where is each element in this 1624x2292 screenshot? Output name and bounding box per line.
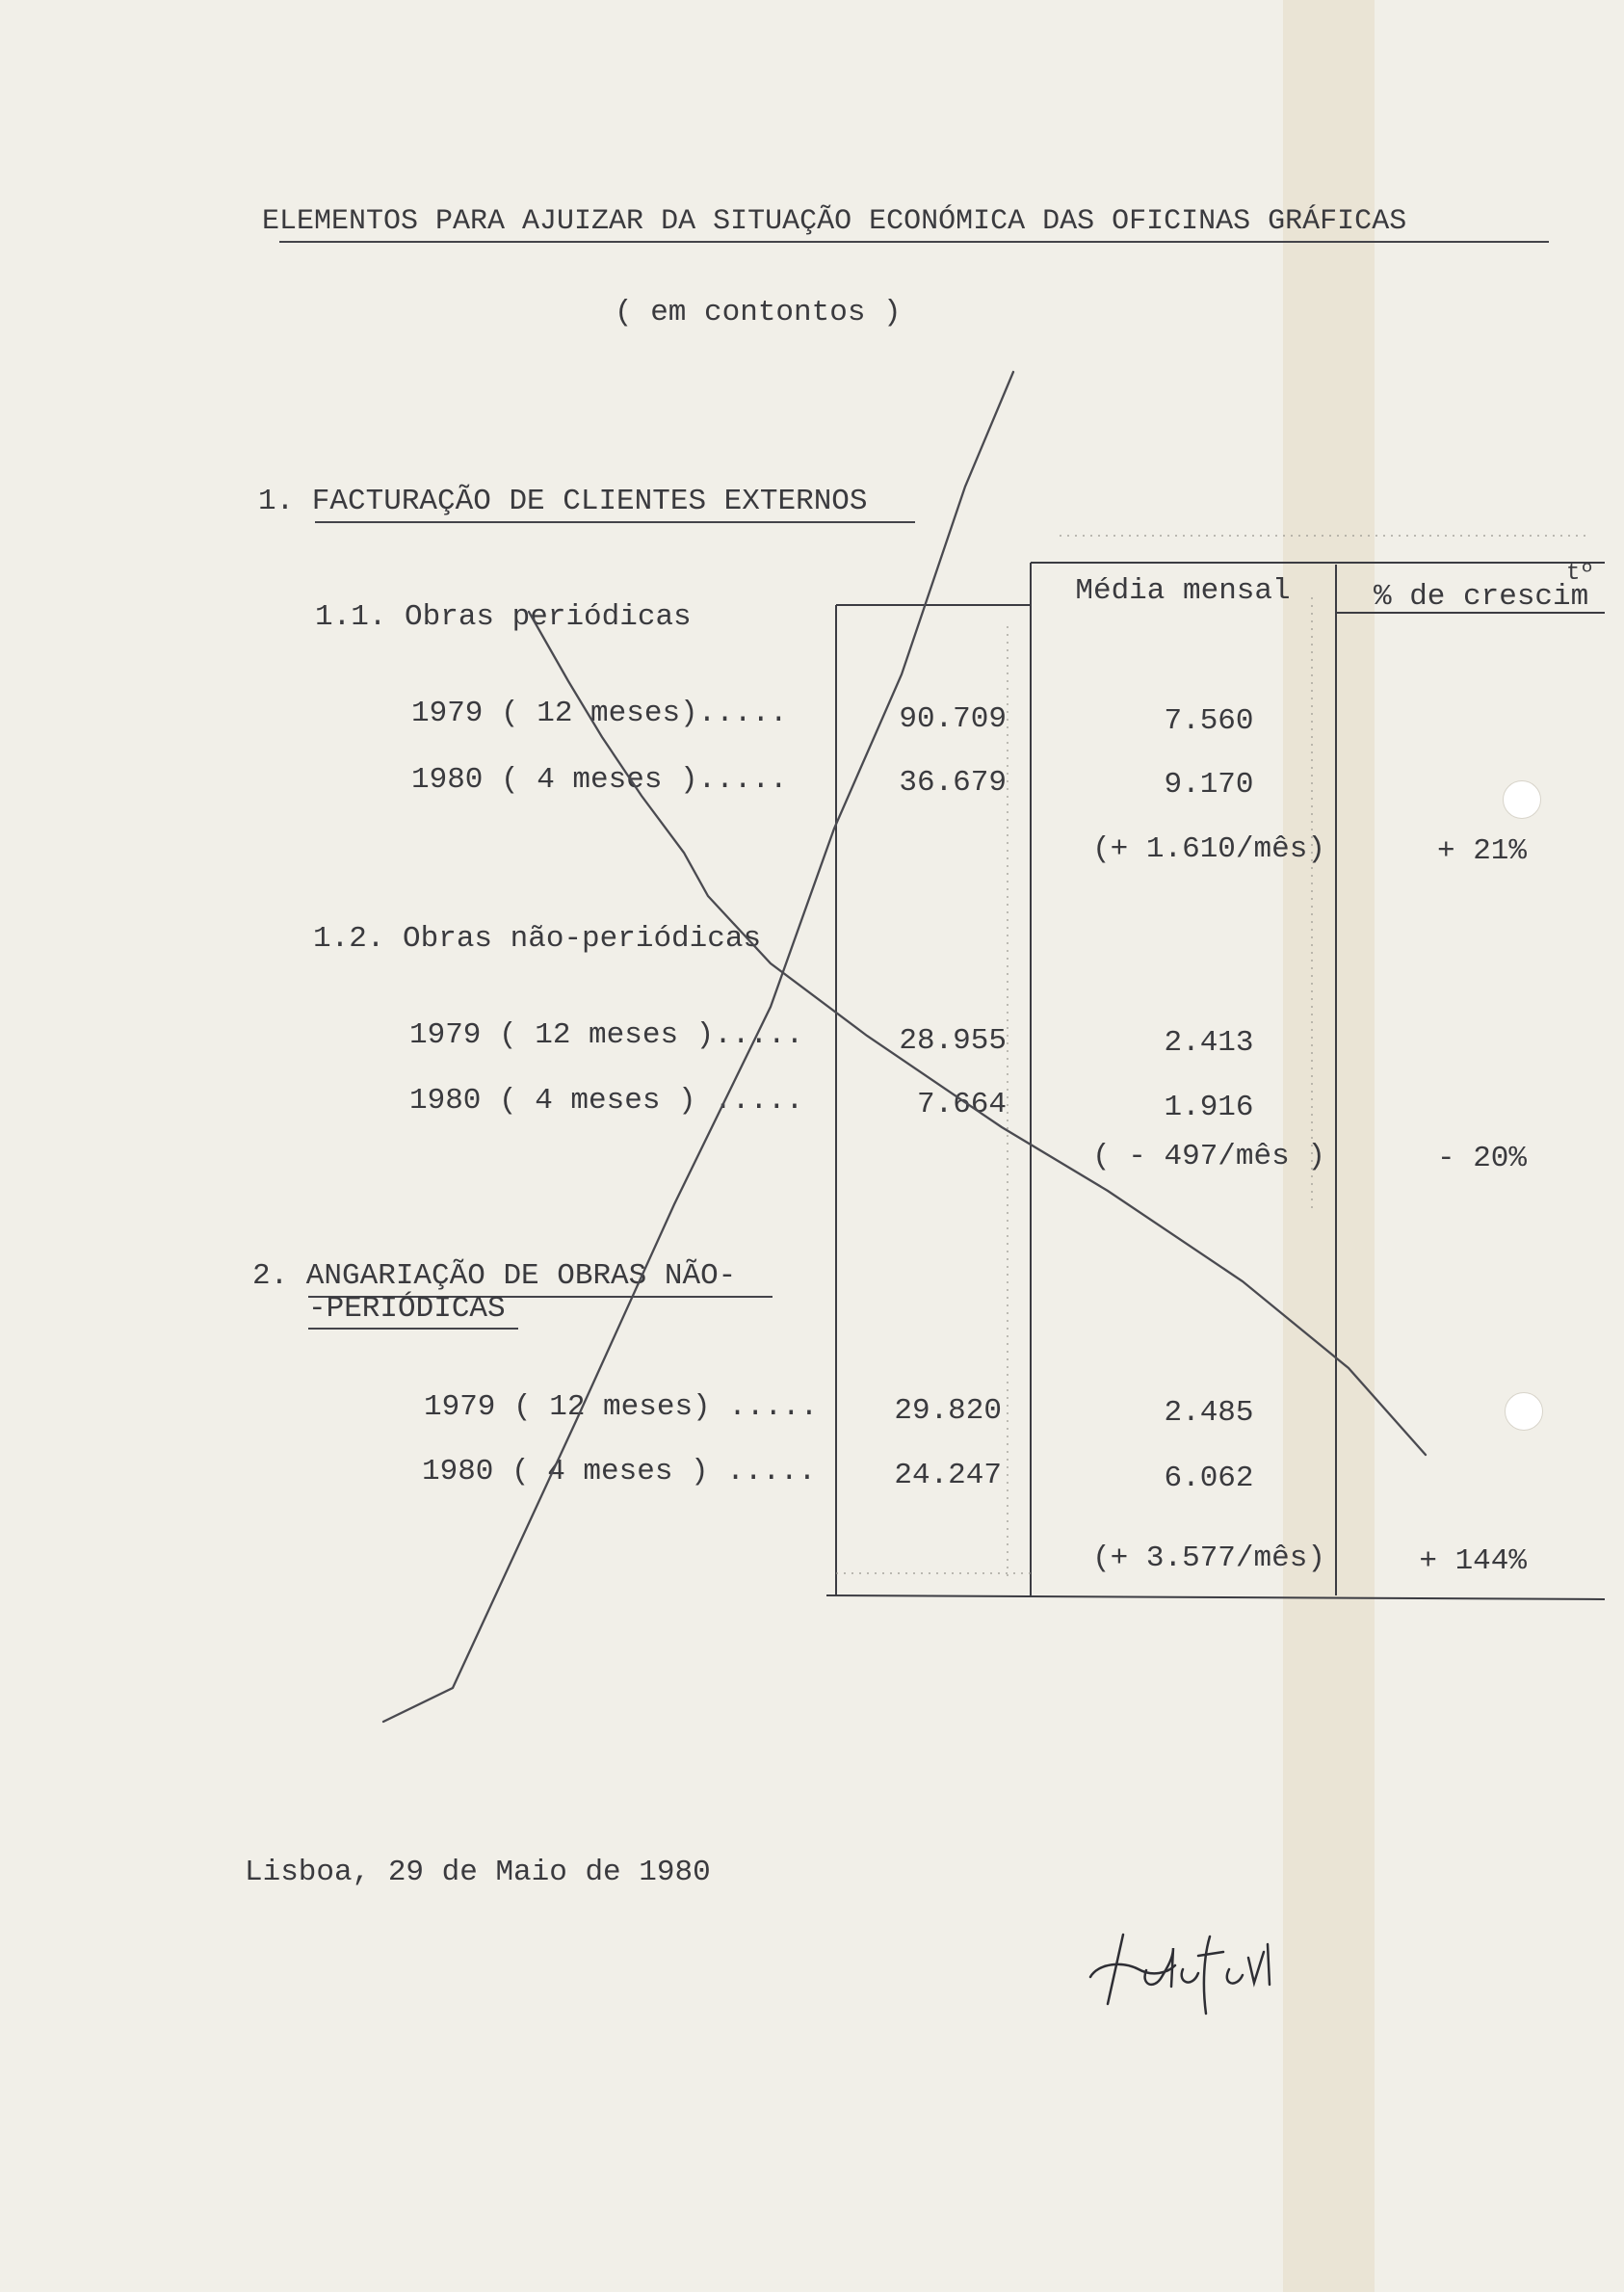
row-1-2-diff: ( - 497/mês ) [1092, 1140, 1325, 1173]
header-media-mensal: Média mensal [1075, 574, 1291, 608]
row-1-2-pct: - 20% [1436, 1142, 1527, 1175]
subsection-1-2-label: 1.2. Obras não-periódicas [313, 922, 762, 956]
header-crescimento-sup: tº [1566, 561, 1594, 587]
row-1-1-1980-label: 1980 ( 4 meses )..... [411, 763, 788, 797]
row-1-1-1979-label: 1979 ( 12 meses)..... [411, 697, 788, 730]
cross-out-stroke-1 [383, 372, 1013, 1722]
cross-out-stroke-2 [529, 612, 1426, 1455]
row-2-1980-label: 1980 ( 4 meses ) ..... [422, 1455, 817, 1488]
row-2-1979-label: 1979 ( 12 meses) ..... [424, 1390, 819, 1424]
punch-hole [1505, 1392, 1543, 1431]
row-1-1-1979-media: 7.560 [1164, 704, 1254, 738]
row-2-1979-media: 2.485 [1164, 1396, 1254, 1430]
row-1-2-1980-media: 1.916 [1164, 1091, 1254, 1124]
subsection-1-1-label: 1.1. Obras periódicas [315, 600, 692, 634]
signature-icon [1090, 1935, 1270, 2014]
row-1-2-1980-value: 7.664 [916, 1088, 1007, 1121]
section-2-heading-line-2: -PERIÓDICAS [308, 1292, 506, 1326]
row-1-2-1979-media: 2.413 [1164, 1026, 1254, 1060]
row-1-1-pct: + 21% [1436, 834, 1527, 868]
row-2-pct: + 144% [1419, 1544, 1527, 1578]
section-1-heading: 1. FACTURAÇÃO DE CLIENTES EXTERNOS [258, 485, 868, 518]
row-1-2-1980-label: 1980 ( 4 meses ) ..... [409, 1084, 804, 1118]
row-1-2-1979-value: 28.955 [899, 1024, 1007, 1058]
row-2-1980-value: 24.247 [894, 1459, 1002, 1492]
section-2-heading-line-1: 2. ANGARIAÇÃO DE OBRAS NÃO- [252, 1259, 737, 1293]
row-1-1-diff: (+ 1.610/mês) [1092, 832, 1325, 866]
row-1-1-1979-value: 90.709 [899, 702, 1007, 736]
row-1-1-1980-value: 36.679 [899, 766, 1007, 800]
row-2-1979-value: 29.820 [894, 1394, 1002, 1428]
row-2-diff: (+ 3.577/mês) [1092, 1541, 1325, 1575]
row-1-2-1979-label: 1979 ( 12 meses )..... [409, 1018, 804, 1052]
header-crescimento: % de crescim [1374, 580, 1589, 614]
place-date: Lisboa, 29 de Maio de 1980 [245, 1856, 711, 1889]
page-subtitle: ( em contontos ) [615, 296, 902, 329]
row-1-1-1980-media: 9.170 [1164, 768, 1254, 802]
page-title: ELEMENTOS PARA AJUIZAR DA SITUAÇÃO ECONÓMICA DAS OFICINAS GRÁFICAS [262, 205, 1407, 238]
table-bottom-border [826, 1595, 1605, 1599]
row-2-1980-media: 6.062 [1164, 1462, 1254, 1495]
punch-hole [1503, 780, 1541, 819]
